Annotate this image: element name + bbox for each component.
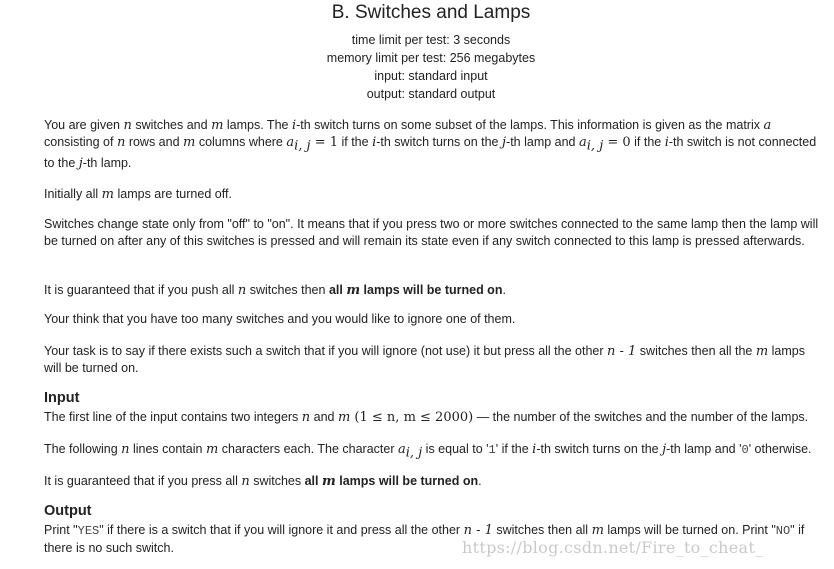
time-limit: time limit per test: 3 seconds [351,33,511,47]
input-heading: Input [44,390,80,406]
problem-title: B. Switches and Lamps [331,2,531,23]
watermark-url: https://blog.csdn.net/Fire_to_cheat_ [462,538,764,557]
statement-paragraph-6: Your task is to say if there exists such a switch that if you will ignore (not use) it but press all the other n - 1 switches then all the m lamps will be turned on. [44,344,805,375]
input-paragraph-3: It is guaranteed that if you press all n switches all m lamps will be turned on. [44,474,482,489]
output-heading: Output [44,503,92,519]
input-source: input: standard input [374,69,488,83]
input-paragraph-2: The following n lines contain m characters each. The character $a_{i, j}$ is equal to '1' if the i-th switch turns on the j-th lamp and '0' otherwise. [44,442,812,461]
output-target: output: standard output [366,87,496,101]
memory-limit: memory limit per test: 256 megabytes [326,51,536,65]
statement-paragraph-4: It is guaranteed that if you push all n switches then all m lamps will be turned on. [44,283,506,298]
statement-paragraph-1: You are given n switches and m lamps. The i-th switch turns on some subset of the lamps. This information is given as the matrix a consisting of n rows and m columns where $a_{i, j} = 1$ if the i-th switch turns on the j-th lamp and $a_{i, j} = 0$ if the i-th switch is not connected to the j-th lamp. [44,118,817,171]
output-paragraph-1: Print "YES" if there is a switch that if you will ignore it and press all the other n - 1 switches then all m lamps will be turned on. Print "NO" if there is no such switch. [44,523,805,555]
statement-paragraph-2: Initially all m lamps are turned off. [44,187,232,202]
statement-paragraph-5: Your think that you have too many switches and you would like to ignore one of them. [44,312,516,326]
input-paragraph-1: The first line of the input contains two integers n and m (1 ≤ n, m ≤ 2000) — the number of the switches and the number of the lamps. [44,410,809,425]
statement-paragraph-3: Switches change state only from "off" to "on". It means that if you press two or more switches connected to the same lamp then the lamp will be turned on after any of this switches is pressed and will remain its state even if any switch connected to this lamp is pressed afterwards. [44,217,819,248]
